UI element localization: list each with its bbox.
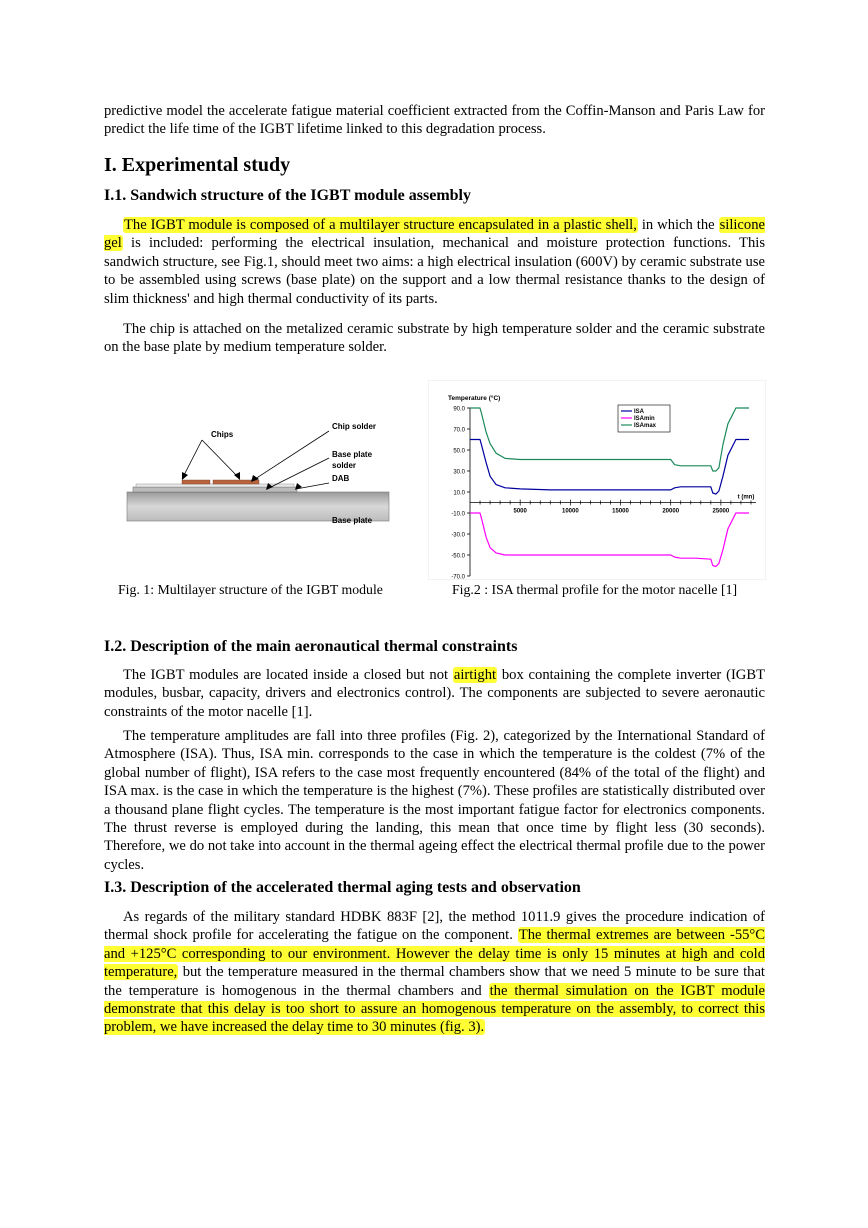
text-fragment: As regards of the military standard HDBK 883F [2], the method 1011.9 gives the procedure indication of thermal shock profile for accelerating the fatigue on the component. [104,909,765,944]
y-tick-label: 90.0 [453,406,465,413]
x-tick-label: 25000 [712,508,730,515]
subsection-heading-sandwich-structure: I.1. Sandwich structure of the IGBT module assembly [104,187,471,204]
figure-2-isa-thermal-profile-chart [428,380,766,580]
y-tick-label: 50.0 [453,448,465,455]
y-tick-label: 30.0 [453,469,465,476]
text-fragment: in which the [637,217,719,233]
y-tick-label: 10.0 [453,490,465,497]
y-tick-label: -30.0 [451,532,465,539]
figure-1-caption: Fig. 1: Multilayer structure of the IGBT module [118,582,383,597]
x-tick-label: 15000 [612,508,629,515]
dab-substrate-shape [133,487,297,492]
paragraph-temperature-profiles: The temperature amplitudes are fall into three profiles (Fig. 2), categorized by the International Standard of Atmosphere (ISA). Thus, ISA min. corresponds to the case in which the temperature is the coldest (7% of the global number of flight), ISA refers to the case most frequently encountered (84% of the total of the flight) and ISA max. is the case in which the temperature is the highest (7%). These profiles are statistically distributed over a thousand plane flight cycles. The temperature is the most important fatigue factor for electronics components. The thrust reverse is employed during the landing, this mean that once time by flight less (30 seconds). Therefore, we do not take into account in the thermal ageing effect the electrical thermal profile due to the power cycles. [104,728,765,873]
label-base-plate-solder-line1: Base plate [332,450,373,459]
section-heading-experimental-study: I. Experimental study [104,154,291,176]
chart-background [428,380,766,580]
paragraph-module-location [104,666,765,721]
label-base-plate-solder-line2: solder [332,461,357,470]
text-fragment: but the temperature measured in the thermal chambers show that we need 5 minute to be sure that the temperature is homogenous in the thermal chambers and [104,964,765,999]
y-tick-label: 70.0 [453,427,465,434]
y-tick-label: -50.0 [451,553,465,560]
x-tick-label: 5000 [513,508,527,515]
label-base-plate: Base plate [332,516,373,525]
text-fragment: box containing the complete inverter (IGBT modules, busbar, capacity, drivers and electronics control). The components are subjected to severe aeronautic constraints of the motor nacelle [1]. [104,667,765,720]
intro-paragraph: predictive model the accelerate fatigue material coefficient extracted from the Coffin-Manson and Paris Law for predict the life time of the IGBT lifetime linked to this degradation process. [104,103,765,138]
paragraph-sandwich-structure [104,216,765,308]
label-chip-solder: Chip solder [332,422,377,431]
highlight-thermal-extremes: The thermal extremes are between -55°C and +125°C corresponding to our environment. However the delay time is only 15 minutes at high and cold temperature, [104,927,765,981]
paragraph-military-standard [104,908,765,1037]
text-fragment: The IGBT modules are located inside a closed but not [123,667,453,683]
legend-label-isamin: ISAmin [634,416,655,423]
y-axis-title: Temperature (°C) [448,395,501,402]
label-chips: Chips [211,430,234,439]
highlight-silicone-gel: silicone gel [104,217,765,252]
highlight-airtight: airtight [453,667,497,683]
text-fragment: is included: performing the electrical insulation, mechanical and moisture protection functions. This sandwich structure, see Fig.1, should meet two aims: a high electrical insulation (600V) by ceramic substrate use to be assembled using screws (base plate) on the support and a low thermal resistance thanks to the design of slim thickness' and high thermal conductivity of its parts. [104,235,765,307]
figure-2-caption: Fig.2 : ISA thermal profile for the motor nacelle [1] [452,582,738,597]
x-tick-label: 20000 [662,508,680,515]
figure-1-multilayer-diagram [120,400,395,570]
paragraph-chip-attachment: The chip is attached on the metalized ceramic substrate by high temperature solder and the ceramic substrate on the base plate by medium temperature solder. [104,321,765,356]
x-axis-title: t (mn) [737,494,755,501]
y-tick-label: -10.0 [451,511,465,518]
highlight-multilayer-structure: The IGBT module is composed of a multilayer structure encapsulated in a plastic shell, [124,217,637,233]
x-tick-label: 10000 [562,508,579,515]
chip-1-shape [182,480,210,484]
y-tick-label: -70.0 [451,574,465,580]
legend-label-isa: ISA [634,409,645,416]
subsection-heading-aeronautical-constraints: I.2. Description of the main aeronautical thermal constraints [104,638,518,655]
legend-label-isamax: ISAmax [634,423,657,430]
highlight-thermal-simulation: the thermal simulation on the IGBT module demonstrate that this delay is too short to assure an homogenous temperature on the assembly, to correct this problem, we have increased the delay time to 30 minutes (fig. 3). [104,982,765,1036]
subsection-heading-accelerated-aging: I.3. Description of the accelerated thermal aging tests and observation [104,879,581,896]
label-dab: DAB [332,474,350,483]
